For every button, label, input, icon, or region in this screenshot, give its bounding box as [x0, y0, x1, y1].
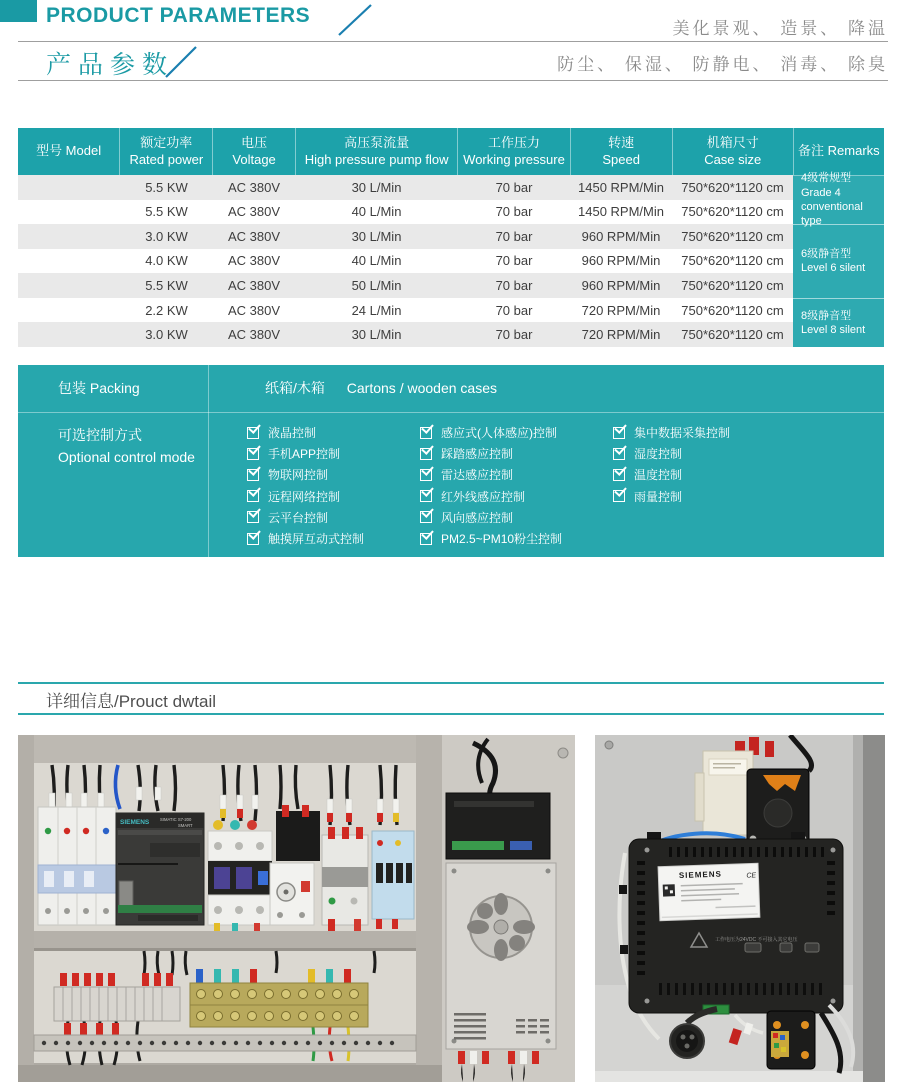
control-option: PM2.5~PM10粉尘控制 [420, 528, 562, 549]
packing-value: 纸箱/木箱 Cartons / wooden cases [265, 380, 497, 396]
ce-mark: CE [746, 872, 757, 880]
checkbox-checked-icon [613, 469, 625, 481]
packing-control-panel [18, 365, 884, 557]
remarks-group-level8: 8级静音型 Level 8 silent [801, 310, 866, 337]
checkbox-checked-icon [420, 490, 432, 502]
remarks-column [793, 172, 884, 347]
plc-brand-label: SIEMENS [120, 819, 150, 826]
checkbox-checked-icon [613, 490, 625, 502]
remarks-group-level6: 6级静音型 Level 6 silent [793, 225, 884, 299]
control-options-column-3 [613, 422, 730, 507]
control-options-column-2 [420, 422, 562, 549]
checkbox-checked-icon [247, 427, 259, 439]
col-header-working-pressure: 工作压力 Working pressure [458, 128, 570, 175]
tagline-top: 美化景观、 造景、 降温 [672, 19, 888, 38]
control-option: 远程网络控制 [247, 486, 364, 507]
col-header-speed: 转速 Speed [571, 128, 673, 175]
checkbox-checked-icon [247, 533, 259, 545]
round-connector-plug [670, 1024, 704, 1058]
hmi-label [658, 863, 760, 920]
control-option: 湿度控制 [613, 443, 730, 464]
page-title-en: PRODUCT PARAMETERS [46, 4, 311, 27]
contactor-pair [322, 827, 368, 931]
checkbox-checked-icon [420, 427, 432, 439]
checkbox-checked-icon [420, 469, 432, 481]
control-option: 物联网控制 [247, 464, 364, 485]
hmi-brand-label: SIEMENS [678, 869, 723, 881]
control-option: 集中数据采集控制 [613, 422, 730, 443]
control-option: 踩踏感应控制 [420, 443, 562, 464]
control-mode-label: 可选控制方式 Optional control mode [58, 427, 195, 465]
divider [18, 682, 884, 684]
circuit-breaker-group [38, 807, 116, 925]
product-detail-photo-cabinet [18, 735, 575, 1082]
tagline-bottom: 防尘、 保湿、 防静电、 消毒、 除臭 [557, 55, 888, 74]
divider [18, 412, 884, 413]
relay-switch [767, 1011, 815, 1069]
col-header-voltage: 电压 Voltage [213, 128, 295, 175]
table-row: 3.0 KW AC 380V 30 L/Min 70 bar 960 RPM/Min 750*620*1120 cm [18, 224, 884, 249]
checkbox-checked-icon [420, 511, 432, 523]
col-header-case-size: 机箱尺寸 Case size [673, 128, 794, 175]
control-option: 温度控制 [613, 464, 730, 485]
col-header-pump-flow: 高压泵流量 High pressure pump flow [296, 128, 459, 175]
col-header-model: 型号 Model [18, 128, 120, 175]
four-pole-breaker [372, 831, 414, 929]
table-row: 3.0 KW AC 380V 30 L/Min 70 bar 720 RPM/Min 750*620*1120 cm [18, 322, 884, 347]
control-option: 风向感应控制 [420, 507, 562, 528]
teal-corner-block [0, 0, 37, 22]
table-row: 4.0 KW AC 380V 40 L/Min 70 bar 960 RPM/Min 750*620*1120 cm [145, 253, 784, 269]
hmi-warning-text: 工作电压为24VDC 不可接入其它电压 [715, 937, 798, 943]
cable-tie [619, 885, 627, 894]
motor-protection-breaker [270, 863, 314, 925]
col-header-remarks: 备注 Remarks [798, 143, 880, 159]
page-title-zh: 产品参数 [46, 51, 175, 79]
din-rail [34, 1035, 416, 1051]
control-option: 触摸屏互动式控制 [247, 528, 364, 549]
vent-slots-bottom [659, 983, 822, 995]
contactor-cluster [208, 820, 272, 933]
control-options-column-1 [247, 422, 364, 549]
detail-section-heading: 详细信息/Prouct dwtail [46, 692, 217, 711]
table-row: 5.5 KW AC 380V 50 L/Min 70 bar 960 RPM/Min 750*620*1120 cm [18, 273, 884, 298]
table-row: 5.5 KW AC 380V 30 L/Min 70 bar 1450 RPM/Min 750*620*1120 cm [18, 175, 884, 200]
checkbox-checked-icon [613, 448, 625, 460]
packing-label: 包装 Packing [58, 380, 140, 396]
spec-table-header-row [18, 128, 884, 175]
control-option: 雷达感应控制 [420, 464, 562, 485]
control-option: 液晶控制 [247, 422, 364, 443]
plc-unit [116, 813, 204, 925]
checkbox-checked-icon [420, 533, 432, 545]
spec-table [18, 128, 884, 347]
relay-block [276, 805, 320, 861]
hmi-rear-unit [629, 832, 843, 1014]
remarks-group-grade4: 4级常规型 Grade 4 conventional type [793, 176, 884, 225]
control-option: 云平台控制 [247, 507, 364, 528]
plc-model2-label: SMART [178, 823, 193, 828]
slash-icon [162, 45, 200, 84]
product-detail-photo-hmi [595, 735, 885, 1082]
checkbox-checked-icon [613, 427, 625, 439]
checkbox-checked-icon [247, 490, 259, 502]
divider [18, 713, 884, 715]
checkbox-checked-icon [247, 511, 259, 523]
control-option: 手机APP控制 [247, 443, 364, 464]
divider [18, 41, 888, 42]
cable-tie [620, 945, 628, 954]
control-option: 雨量控制 [613, 486, 730, 507]
control-option: 红外线感应控制 [420, 486, 562, 507]
checkbox-checked-icon [420, 448, 432, 460]
checkbox-checked-icon [247, 469, 259, 481]
divider [208, 365, 209, 557]
table-row: 2.2 KW AC 380V 24 L/Min 70 bar 720 RPM/Min 750*620*1120 cm [145, 302, 784, 318]
cable-duct [34, 931, 416, 951]
slash-icon [333, 3, 375, 42]
divider [18, 80, 888, 81]
control-option: 感应式(人体感应)控制 [420, 422, 562, 443]
checkbox-checked-icon [247, 448, 259, 460]
col-header-rated-power: 额定功率 Rated power [120, 128, 213, 175]
table-row: 5.5 KW AC 380V 40 L/Min 70 bar 1450 RPM/Min 750*620*1120 cm [145, 204, 784, 220]
plc-model-label: SIMATIC S7-200 [160, 817, 192, 822]
